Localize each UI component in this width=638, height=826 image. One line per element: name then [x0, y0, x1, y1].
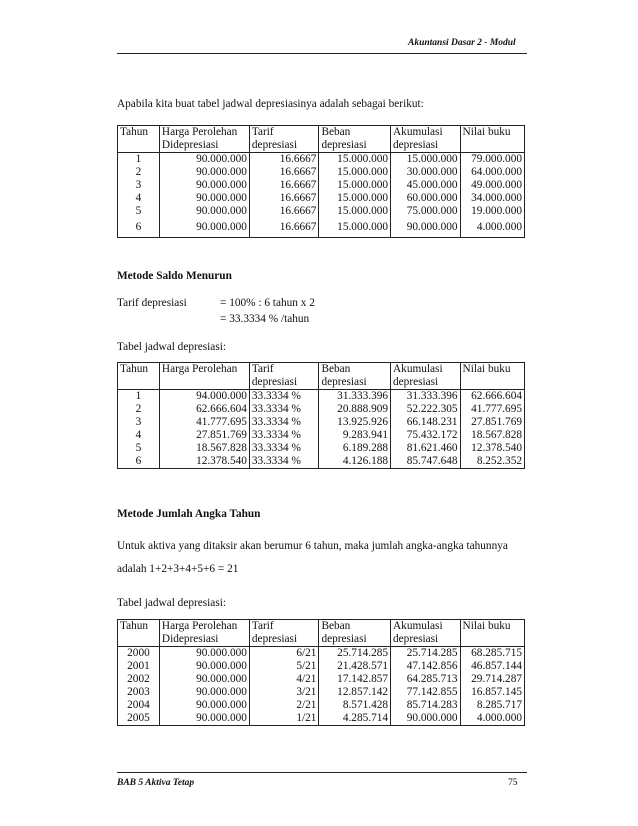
cell-rate: 33.3334 %: [249, 403, 319, 416]
col-header-cost: Harga Perolehan: [159, 363, 249, 390]
col-header-expense: Beban depresiasi: [319, 363, 391, 390]
cell-book-value: 4.000.000: [460, 218, 524, 238]
cell-year: 5: [118, 442, 160, 455]
col-header-expense: Beban depresiasi: [319, 620, 391, 647]
cell-rate: 16.6667: [249, 179, 319, 192]
cell-book-value: 41.777.695: [460, 403, 524, 416]
cell-accumulated: 75.432.172: [391, 429, 461, 442]
cell-accumulated: 30.000.000: [391, 166, 461, 179]
rate-label: Tarif depresiasi: [117, 297, 187, 309]
cell-cost: 90.000.000: [159, 647, 249, 661]
cell-year: 3: [118, 416, 160, 429]
cell-rate: 16.6667: [249, 153, 319, 167]
cell-cost: 90.000.000: [159, 673, 249, 686]
cell-rate: 16.6667: [249, 218, 319, 238]
table-row: [118, 205, 525, 218]
table-row: [118, 686, 525, 699]
cell-book-value: 79.000.000: [460, 153, 524, 167]
cell-expense: 31.333.396: [319, 390, 391, 404]
page-header-title: Akuntansi Dasar 2 - Modul: [408, 38, 516, 48]
cell-year: 4: [118, 429, 160, 442]
cell-book-value: 8.252.352: [460, 455, 524, 469]
cell-expense: 13.925.926: [319, 416, 391, 429]
cell-rate: 4/21: [249, 673, 319, 686]
cell-book-value: 16.857.145: [460, 686, 524, 699]
cell-cost: 62.666.604: [159, 403, 249, 416]
cell-cost: 41.777.695: [159, 416, 249, 429]
cell-cost: 90.000.000: [159, 712, 249, 726]
cell-year: 2004: [118, 699, 160, 712]
depreciation-table-straight-line: [117, 125, 525, 238]
cell-rate: 5/21: [249, 660, 319, 673]
cell-expense: 15.000.000: [319, 153, 391, 167]
rate-formula-line-2: = 33.3334 % /tahun: [220, 313, 310, 325]
cell-accumulated: 77.142.855: [391, 686, 461, 699]
table-row: [118, 166, 525, 179]
cell-cost: 90.000.000: [159, 205, 249, 218]
cell-accumulated: 90.000.000: [391, 712, 461, 726]
cell-year: 6: [118, 455, 160, 469]
col-header-rate: Tarif depresiasi: [249, 363, 319, 390]
cell-year: 2002: [118, 673, 160, 686]
table-row: [118, 647, 525, 661]
col-header-book-value: Nilai buku: [460, 363, 524, 390]
table-row: [118, 179, 525, 192]
section3-text-line-1: Untuk aktiva yang ditaksir akan berumur 6 tahun, maka jumlah angka-angka tahunnya: [117, 540, 508, 552]
cell-rate: 6/21: [249, 647, 319, 661]
cell-expense: 4.126.188: [319, 455, 391, 469]
cell-book-value: 19.000.000: [460, 205, 524, 218]
cell-year: 2001: [118, 660, 160, 673]
col-header-year: Tahun: [118, 620, 160, 647]
cell-book-value: 34.000.000: [460, 192, 524, 205]
cell-accumulated: 47.142.856: [391, 660, 461, 673]
cell-cost: 90.000.000: [159, 192, 249, 205]
cell-expense: 9.283.941: [319, 429, 391, 442]
cell-accumulated: 90.000.000: [391, 218, 461, 238]
table-row: [118, 673, 525, 686]
cell-rate: 16.6667: [249, 205, 319, 218]
cell-book-value: 62.666.604: [460, 390, 524, 404]
table-row: [118, 218, 525, 238]
cell-book-value: 8.285.717: [460, 699, 524, 712]
col-header-accumulated: Akumulasi depresiasi: [391, 620, 461, 647]
cell-expense: 12.857.142: [319, 686, 391, 699]
cell-cost: 12.378.540: [159, 455, 249, 469]
section-title-declining-balance: Metode Saldo Menurun: [117, 270, 232, 282]
cell-rate: 33.3334 %: [249, 429, 319, 442]
cell-year: 2003: [118, 686, 160, 699]
col-header-year: Tahun: [118, 126, 160, 153]
cell-year: 2: [118, 166, 160, 179]
cell-cost: 90.000.000: [159, 699, 249, 712]
cell-book-value: 68.285.715: [460, 647, 524, 661]
cell-rate: 33.3334 %: [249, 416, 319, 429]
col-header-accumulated: Akumulasi depresiasi: [391, 126, 461, 153]
cell-expense: 21.428.571: [319, 660, 391, 673]
cell-accumulated: 15.000.000: [391, 153, 461, 167]
section3-text-line-2: adalah 1+2+3+4+5+6 = 21: [117, 563, 239, 575]
col-header-book-value: Nilai buku: [460, 126, 524, 153]
table-caption: Tabel jadwal depresiasi:: [117, 341, 226, 353]
footer-rule: [117, 772, 527, 773]
cell-accumulated: 31.333.396: [391, 390, 461, 404]
cell-cost: 90.000.000: [159, 153, 249, 167]
table-header-row: [118, 620, 525, 647]
cell-rate: 33.3334 %: [249, 390, 319, 404]
cell-accumulated: 64.285.713: [391, 673, 461, 686]
col-header-rate: Tarif depresiasi: [249, 126, 319, 153]
table-header-row: [118, 126, 525, 153]
intro-paragraph: Apabila kita buat tabel jadwal depresiasinya adalah sebagai berikut:: [117, 98, 424, 110]
cell-year: 2: [118, 403, 160, 416]
cell-year: 1: [118, 153, 160, 167]
cell-book-value: 49.000.000: [460, 179, 524, 192]
col-header-year: Tahun: [118, 363, 160, 390]
cell-cost: 90.000.000: [159, 218, 249, 238]
col-header-accumulated: Akumulasi depresiasi: [391, 363, 461, 390]
header-rule: [117, 53, 527, 54]
col-header-cost: Harga Perolehan Didepresiasi: [159, 620, 249, 647]
cell-cost: 90.000.000: [159, 166, 249, 179]
table-caption: Tabel jadwal depresiasi:: [117, 597, 226, 609]
depreciation-table-sum-of-years: [117, 619, 525, 726]
cell-year: 6: [118, 218, 160, 238]
cell-rate: 1/21: [249, 712, 319, 726]
cell-accumulated: 25.714.285: [391, 647, 461, 661]
cell-book-value: 27.851.769: [460, 416, 524, 429]
table-row: [118, 429, 525, 442]
cell-expense: 15.000.000: [319, 192, 391, 205]
cell-cost: 27.851.769: [159, 429, 249, 442]
cell-year: 2000: [118, 647, 160, 661]
table-row: [118, 416, 525, 429]
cell-accumulated: 66.148.231: [391, 416, 461, 429]
cell-expense: 4.285.714: [319, 712, 391, 726]
cell-book-value: 46.857.144: [460, 660, 524, 673]
cell-year: 5: [118, 205, 160, 218]
cell-rate: 33.3334 %: [249, 455, 319, 469]
cell-rate: 3/21: [249, 686, 319, 699]
table-row: [118, 192, 525, 205]
cell-expense: 15.000.000: [319, 166, 391, 179]
cell-expense: 25.714.285: [319, 647, 391, 661]
table-row: [118, 390, 525, 404]
table-row: [118, 712, 525, 726]
cell-expense: 8.571.428: [319, 699, 391, 712]
table-row: [118, 403, 525, 416]
cell-rate: 16.6667: [249, 192, 319, 205]
cell-rate: 16.6667: [249, 166, 319, 179]
col-header-expense: Beban depresiasi: [319, 126, 391, 153]
cell-book-value: 64.000.000: [460, 166, 524, 179]
cell-expense: 17.142.857: [319, 673, 391, 686]
cell-cost: 94.000.000: [159, 390, 249, 404]
cell-accumulated: 81.621.460: [391, 442, 461, 455]
cell-year: 1: [118, 390, 160, 404]
cell-accumulated: 45.000.000: [391, 179, 461, 192]
cell-expense: 15.000.000: [319, 205, 391, 218]
footer-chapter: BAB 5 Aktiva Tetap: [117, 778, 195, 788]
cell-year: 2005: [118, 712, 160, 726]
col-header-book-value: Nilai buku: [460, 620, 524, 647]
cell-year: 3: [118, 179, 160, 192]
cell-expense: 6.189.288: [319, 442, 391, 455]
cell-accumulated: 60.000.000: [391, 192, 461, 205]
cell-expense: 15.000.000: [319, 179, 391, 192]
cell-cost: 18.567.828: [159, 442, 249, 455]
cell-cost: 90.000.000: [159, 686, 249, 699]
cell-rate: 33.3334 %: [249, 442, 319, 455]
table-row: [118, 442, 525, 455]
section-title-sum-of-years: Metode Jumlah Angka Tahun: [117, 508, 261, 520]
cell-expense: 20.888.909: [319, 403, 391, 416]
cell-book-value: 18.567.828: [460, 429, 524, 442]
cell-expense: 15.000.000: [319, 218, 391, 238]
col-header-rate: Tarif depresiasi: [249, 620, 319, 647]
page-number: 75: [508, 778, 518, 788]
cell-accumulated: 75.000.000: [391, 205, 461, 218]
col-header-cost: Harga Perolehan Didepresiasi: [159, 126, 249, 153]
cell-year: 4: [118, 192, 160, 205]
table-row: [118, 660, 525, 673]
depreciation-table-declining-balance: [117, 362, 525, 469]
table-header-row: [118, 363, 525, 390]
table-row: [118, 455, 525, 469]
cell-cost: 90.000.000: [159, 660, 249, 673]
rate-formula-line-1: = 100% : 6 tahun x 2: [220, 297, 315, 309]
table-row: [118, 699, 525, 712]
table-row: [118, 153, 525, 167]
cell-book-value: 4.000.000: [460, 712, 524, 726]
cell-rate: 2/21: [249, 699, 319, 712]
cell-book-value: 29.714.287: [460, 673, 524, 686]
cell-cost: 90.000.000: [159, 179, 249, 192]
cell-accumulated: 52.222.305: [391, 403, 461, 416]
cell-book-value: 12.378.540: [460, 442, 524, 455]
cell-accumulated: 85.714.283: [391, 699, 461, 712]
cell-accumulated: 85.747.648: [391, 455, 461, 469]
